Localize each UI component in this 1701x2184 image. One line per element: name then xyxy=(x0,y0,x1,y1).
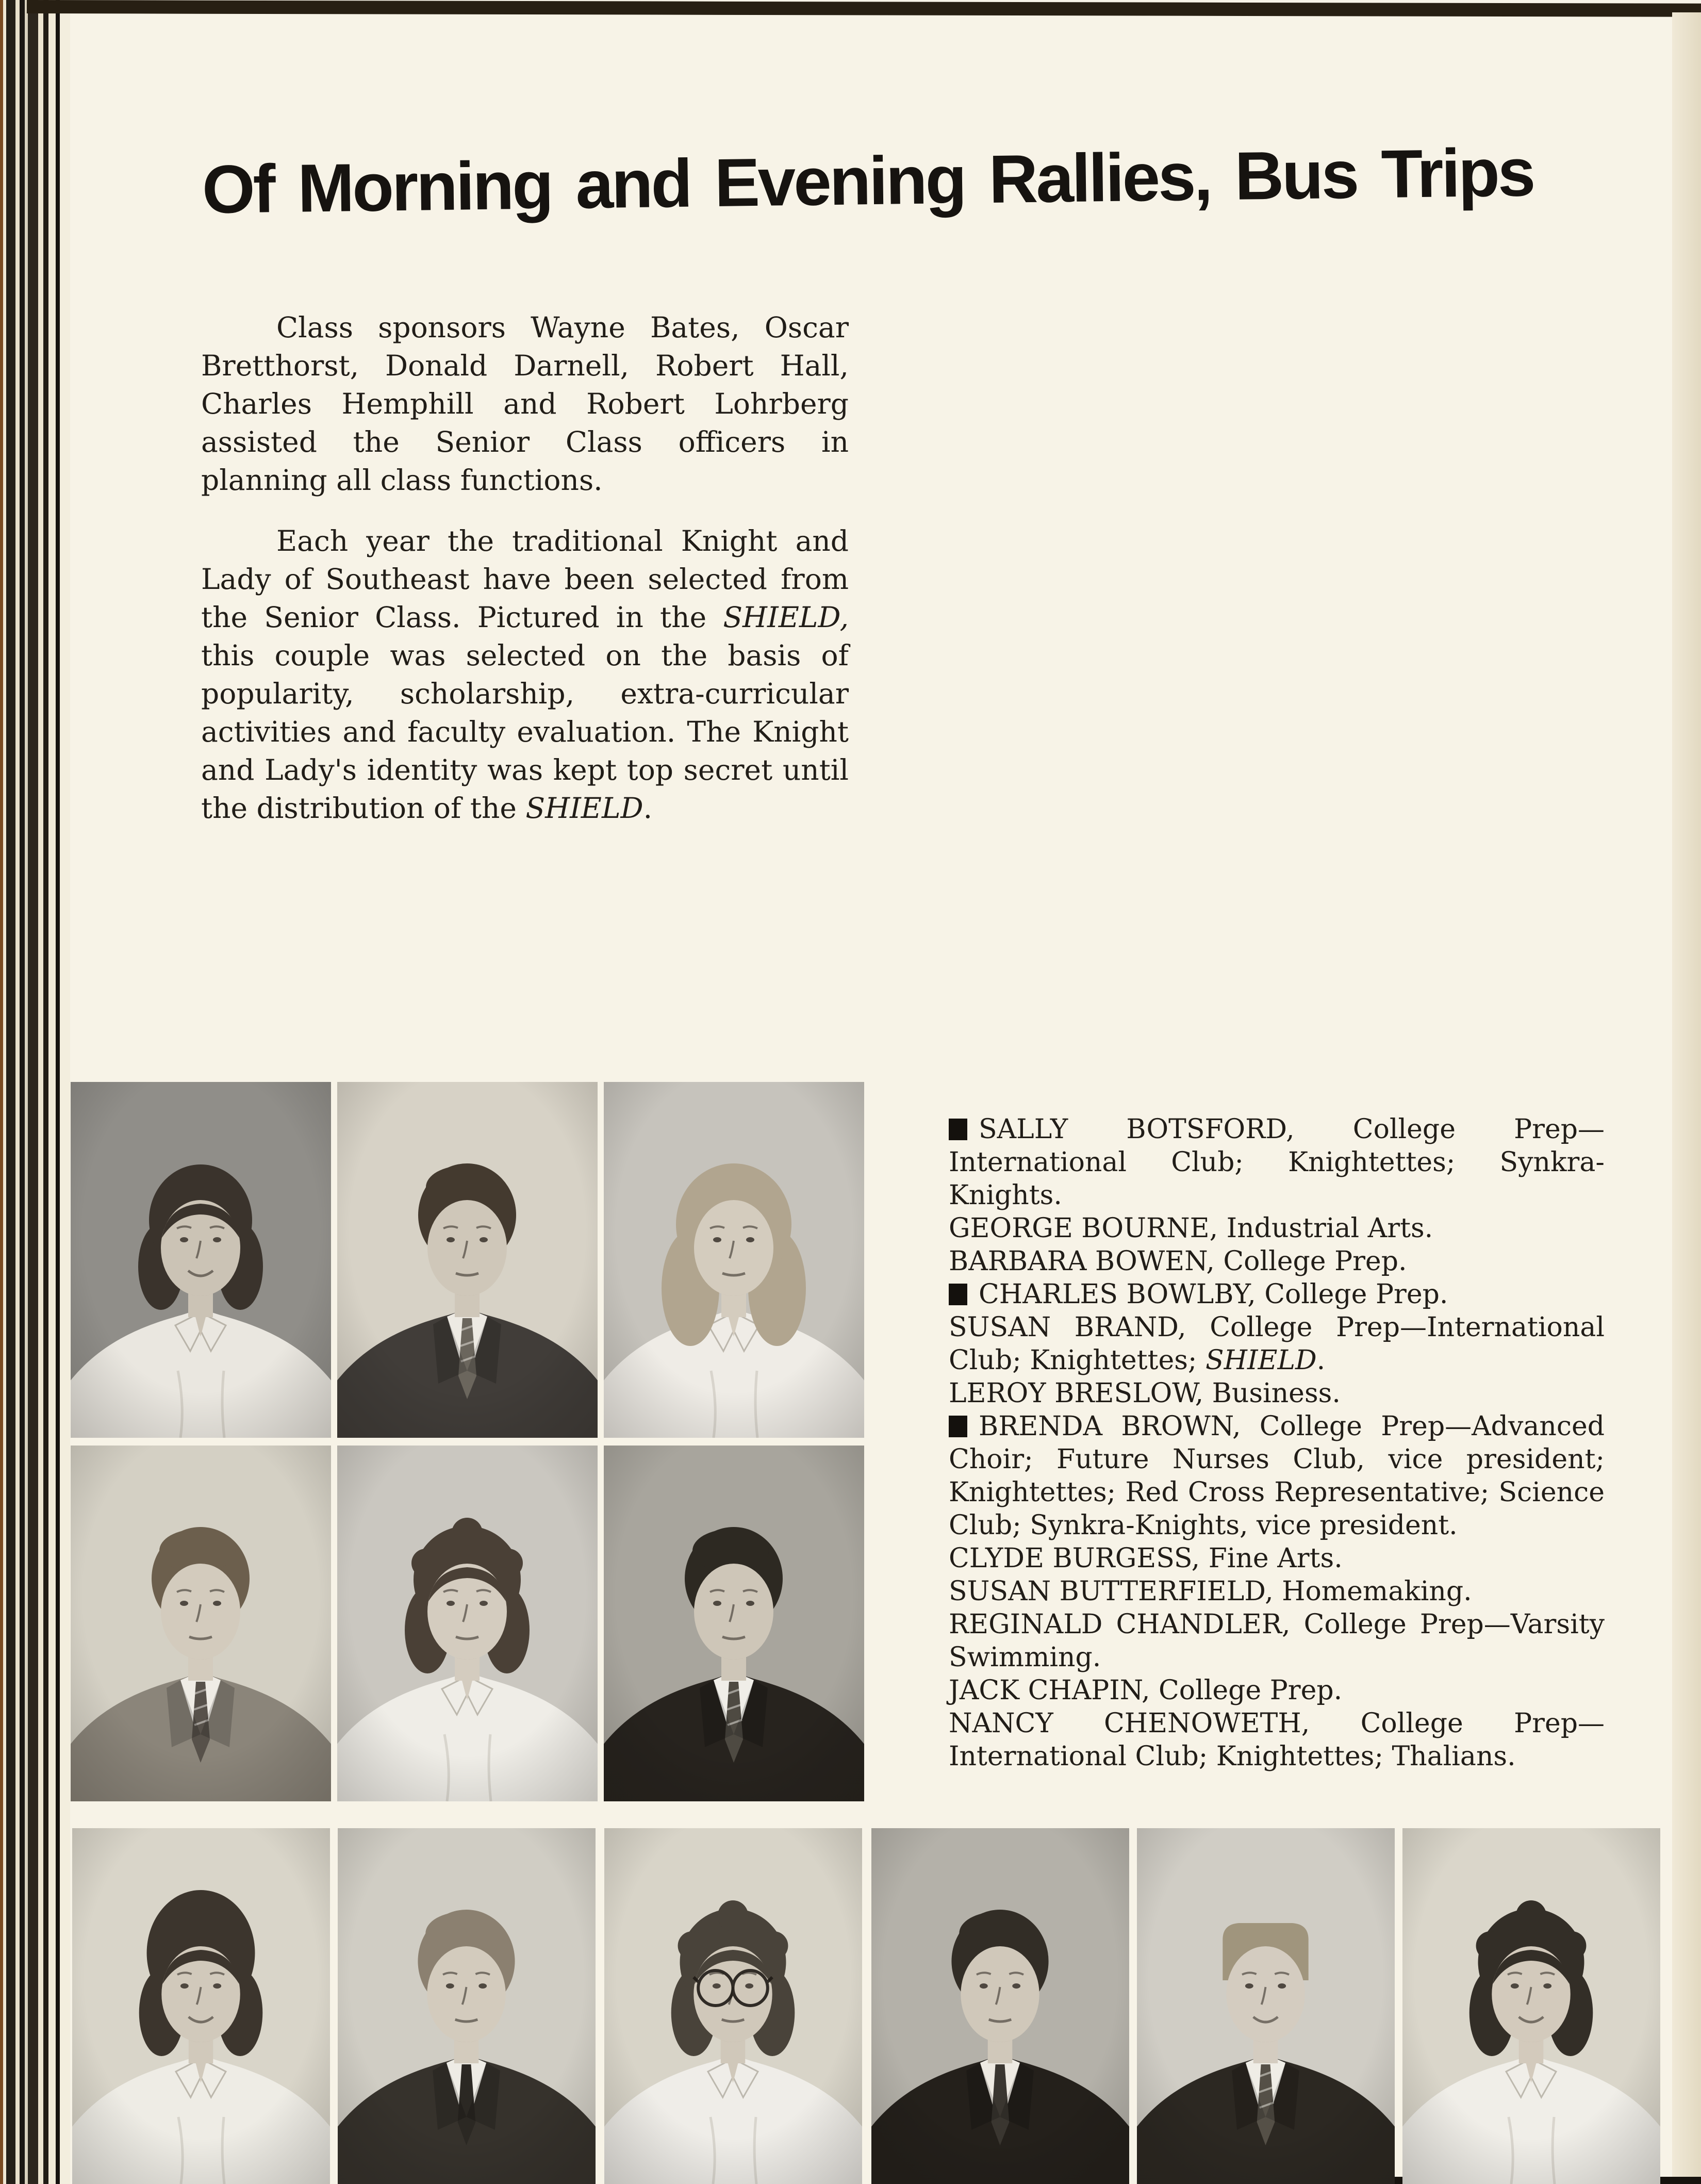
student-detail: , Fine Arts. xyxy=(1191,1543,1343,1574)
portrait-photo xyxy=(1137,1828,1395,2184)
body-text: . xyxy=(643,792,653,825)
student-detail: , Industrial Arts. xyxy=(1209,1213,1433,1244)
italic-text: SHIELD xyxy=(525,792,643,825)
student-name: CLYDE BURGESS xyxy=(949,1543,1192,1574)
roster-entry xyxy=(949,1245,1605,1278)
portrait-photo xyxy=(871,1828,1129,2184)
page-right-edge xyxy=(1672,12,1701,2184)
bullet-square-icon xyxy=(949,1119,967,1140)
roster-entry xyxy=(949,1674,1605,1707)
book-binding-edge xyxy=(0,0,70,2184)
senior-roster xyxy=(949,1113,1605,1773)
roster-entry xyxy=(949,1410,1605,1542)
page-title: Of Morning and Evening Rallies, Bus Trips xyxy=(202,134,1534,228)
student-name: BARBARA BOWEN xyxy=(949,1246,1207,1277)
portrait-photo xyxy=(338,1828,596,2184)
student-detail: , Business. xyxy=(1195,1378,1341,1409)
student-name: REGINALD CHANDLER xyxy=(949,1609,1282,1640)
portrait-photo xyxy=(72,1828,330,2184)
student-detail: , College Prep—International Club; Knightettes; xyxy=(949,1312,1605,1376)
bullet-square-icon xyxy=(949,1284,967,1305)
student-name: GEORGE BOURNE xyxy=(949,1213,1210,1244)
student-name: SUSAN BUTTERFIELD xyxy=(949,1576,1265,1607)
roster-entry xyxy=(949,1542,1605,1575)
italic-text: SHIELD xyxy=(1205,1345,1317,1376)
student-name: CHARLES BOWLBY xyxy=(979,1279,1248,1310)
body-text: this couple was selected on the basis of popularity, scholarship, extra-curricular activities and faculty evaluation. The Knight and Lady's identity was kept top secret until the distribution of the xyxy=(201,639,849,825)
student-detail: , College Prep. xyxy=(1206,1246,1407,1277)
portrait-photo xyxy=(1402,1828,1660,2184)
student-detail: , College Prep—Advanced Choir; Future Nurses Club, vice president; Knightettes; Red Cross Representative; Science Club; Synkra-Knights, vice president. xyxy=(949,1411,1605,1541)
student-name: JACK CHAPIN xyxy=(949,1675,1142,1706)
roster-entry xyxy=(949,1311,1605,1377)
student-detail: , Homemaking. xyxy=(1265,1576,1472,1607)
roster-entry xyxy=(949,1212,1605,1245)
portrait-photo xyxy=(604,1828,862,2184)
student-detail: , College Prep—Varsity Swimming. xyxy=(949,1609,1605,1673)
student-name: SALLY BOTSFORD xyxy=(979,1114,1286,1145)
portrait-photo xyxy=(71,1446,331,1801)
student-name: LEROY BRESLOW xyxy=(949,1378,1195,1409)
student-name: NANCY CHENOWETH xyxy=(949,1708,1301,1739)
body-text: Each year the traditional Knight and Lady of Southeast have been selected from the Senior Class. Pictured in the xyxy=(201,524,849,634)
italic-text: SHIELD, xyxy=(723,601,849,634)
student-detail: , College Prep. xyxy=(1247,1279,1448,1310)
portrait-photo xyxy=(337,1446,598,1801)
body-text: Class sponsors Wayne Bates, Oscar Bretthorst, Donald Darnell, Robert Hall, Charles Hemphill and Robert Lohrberg assisted the Senior Class officers in planning all class functions. xyxy=(201,311,849,497)
student-detail: , College Prep—International Club; Knightettes; Thalians. xyxy=(949,1708,1605,1772)
roster-entry xyxy=(949,1278,1605,1311)
roster-entry xyxy=(949,1113,1605,1212)
roster-entry xyxy=(949,1575,1605,1608)
student-name: SUSAN BRAND xyxy=(949,1312,1178,1343)
intro-paragraph xyxy=(201,522,849,827)
page-top-edge xyxy=(27,0,1701,17)
portrait-photo xyxy=(604,1446,864,1801)
student-name: BRENDA BROWN xyxy=(979,1411,1232,1442)
roster-entry xyxy=(949,1707,1605,1773)
student-detail: , College Prep—International Club; Knightettes; Synkra-Knights. xyxy=(949,1114,1605,1211)
portrait-photo xyxy=(71,1082,331,1438)
roster-entry xyxy=(949,1377,1605,1410)
portrait-photo xyxy=(337,1082,598,1438)
bullet-square-icon xyxy=(949,1416,967,1437)
intro-text xyxy=(201,308,849,850)
student-detail: , College Prep. xyxy=(1141,1675,1343,1706)
intro-paragraph xyxy=(201,308,849,499)
portrait-photo xyxy=(604,1082,864,1438)
roster-entry xyxy=(949,1608,1605,1674)
student-detail: . xyxy=(1316,1345,1326,1376)
